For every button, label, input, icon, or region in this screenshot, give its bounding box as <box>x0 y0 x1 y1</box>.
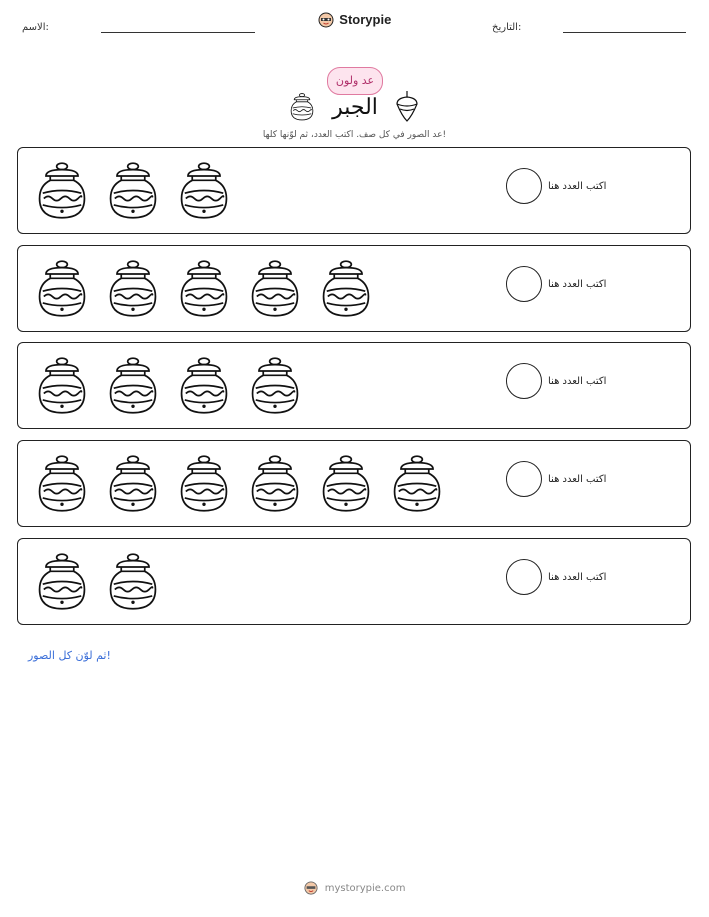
site-url: mystorypie.com <box>324 883 406 894</box>
pot-jar-icon <box>310 449 381 519</box>
answer-circle[interactable] <box>506 266 542 302</box>
answer-label: اكتب العدد هنا <box>548 473 607 485</box>
answer-label: اكتب العدد هنا <box>548 375 607 387</box>
date-label: التاريخ: <box>492 22 522 33</box>
brand-name: Storypie <box>339 12 392 27</box>
jar-group <box>26 547 168 617</box>
pot-jar-icon <box>97 351 168 421</box>
color-instruction: ثم لوّن كل الصور! <box>28 649 111 662</box>
count-row <box>17 147 691 234</box>
answer-area <box>506 363 606 399</box>
storypie-logo-icon <box>318 12 334 28</box>
pot-jar-icon <box>168 449 239 519</box>
pot-jar-icon <box>310 254 381 324</box>
count-row <box>17 538 691 625</box>
count-row <box>17 342 691 429</box>
answer-label: اكتب العدد هنا <box>548 180 607 192</box>
pot-jar-icon <box>26 156 97 226</box>
date-line[interactable] <box>563 32 686 33</box>
pot-jar-icon <box>97 547 168 617</box>
page-title: الجبر <box>332 95 378 120</box>
jar-group <box>26 351 310 421</box>
storypie-logo-icon <box>304 881 318 895</box>
count-row <box>17 440 691 527</box>
answer-label: اكتب العدد هنا <box>548 278 607 290</box>
count-row <box>17 245 691 332</box>
answer-circle[interactable] <box>506 461 542 497</box>
jar-group <box>26 449 452 519</box>
pot-jar-icon <box>26 449 97 519</box>
answer-area <box>506 461 606 497</box>
pot-jar-icon <box>26 351 97 421</box>
answer-circle[interactable] <box>506 168 542 204</box>
answer-area <box>506 266 606 302</box>
pot-jar-icon <box>168 351 239 421</box>
jar-group <box>26 156 239 226</box>
pot-jar-icon <box>97 156 168 226</box>
pot-jar-icon <box>381 449 452 519</box>
pot-jar-icon <box>168 156 239 226</box>
pot-jar-icon <box>26 254 97 324</box>
pot-jar-icon <box>26 547 97 617</box>
brand-logo <box>0 12 709 28</box>
name-label: الاسم: <box>22 22 49 33</box>
activity-badge: عد ولون <box>327 67 383 95</box>
name-line[interactable] <box>101 32 255 33</box>
answer-area <box>506 168 606 204</box>
pot-jar-icon <box>97 449 168 519</box>
pot-jar-icon <box>97 254 168 324</box>
answer-label: اكتب العدد هنا <box>548 571 607 583</box>
pot-jar-icon <box>239 254 310 324</box>
pot-jar-icon <box>168 254 239 324</box>
answer-area <box>506 559 606 595</box>
spinning-top-icon <box>394 90 420 122</box>
jar-group <box>26 254 381 324</box>
answer-circle[interactable] <box>506 559 542 595</box>
site-footer <box>0 881 709 895</box>
pot-jar-icon <box>239 449 310 519</box>
instructions-text: عد الصور في كل صف. اكتب العدد، ثم لوّنها كلها! <box>262 130 447 140</box>
answer-circle[interactable] <box>506 363 542 399</box>
pot-jar-icon <box>239 351 310 421</box>
